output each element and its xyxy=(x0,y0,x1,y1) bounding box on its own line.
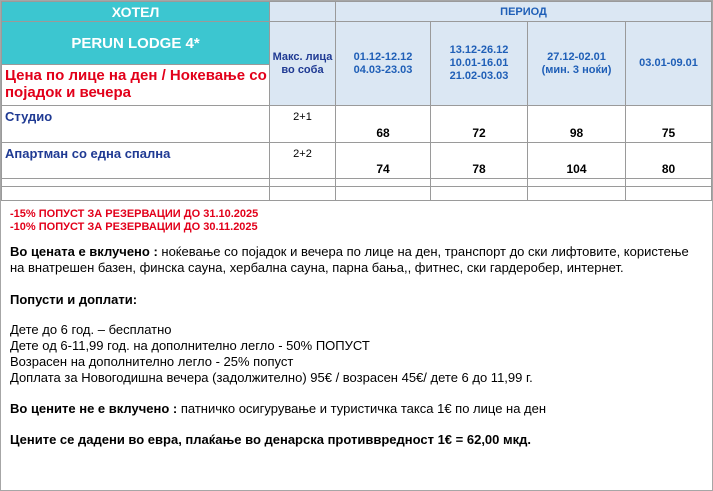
price-cell: 72 xyxy=(431,106,528,143)
empty-cell xyxy=(626,187,712,201)
empty-cell xyxy=(626,179,712,187)
room-name-apartment: Апартман со една спална xyxy=(2,143,270,179)
empty-cell xyxy=(528,187,626,201)
period-3-line-1: 27.12-02.01 xyxy=(547,50,606,63)
period-2-line-1: 13.12-26.12 xyxy=(449,44,509,56)
price-cell: 98 xyxy=(528,106,626,143)
hotel-name: PERUN LODGE 4* xyxy=(2,22,270,65)
empty-cell xyxy=(336,187,431,201)
terms-section xyxy=(10,208,705,448)
included-paragraph xyxy=(10,244,705,276)
max-persons-header: Макс. лица во соба xyxy=(270,22,336,106)
included-label: Во цената е вклучено : xyxy=(10,244,158,259)
room-name-studio: Студио xyxy=(2,106,270,143)
not-included-label: Во цените не е вклучено : xyxy=(10,401,178,416)
price-table xyxy=(1,1,712,201)
discount-rule-2: Дете од 6-11,99 год. на дополнително легло - 50% ПОПУСТ xyxy=(10,338,370,353)
empty-cell xyxy=(431,179,528,187)
included-text: ноќевање со појадок и вечера по лице на ден, транспорт до ски лифтовите, користење на внатрешен базен, финска сауна, хербална сауна, парна бања,, фитнес, ски гардеробер, интернет. xyxy=(10,244,689,275)
period-column-3 xyxy=(528,22,626,106)
empty-header-cell xyxy=(270,2,336,22)
discount-line-1: -15% ПОПУСТ ЗА РЕЗЕРВАЦИИ ДО 31.10.2025 xyxy=(10,208,259,220)
period-2-line-2: 10.01-16.01 xyxy=(449,57,509,69)
period-3-line-2: (мин. 3 ноќи) xyxy=(541,63,612,76)
occupancy-apartment: 2+2 xyxy=(270,143,336,179)
period-header: ПЕРИОД xyxy=(336,2,712,22)
period-1-line-1: 01.12-12.12 xyxy=(353,50,413,63)
not-included-paragraph xyxy=(10,401,705,417)
period-4-line-1: 03.01-09.01 xyxy=(639,57,698,69)
discount-rule-4: Доплата за Новогодишна вечера (задолжително) 95€ / возрасен 45€/ дете 6 до 11,99 г. xyxy=(10,370,533,385)
period-1-line-2: 04.03-23.03 xyxy=(353,63,413,76)
price-cell: 78 xyxy=(431,143,528,179)
empty-cell xyxy=(431,187,528,201)
empty-cell xyxy=(270,179,336,187)
discount-rule-3: Возрасен на дополнително легло - 25% попуст xyxy=(10,354,294,369)
price-cell: 75 xyxy=(626,106,712,143)
empty-cell xyxy=(2,179,270,187)
empty-cell xyxy=(270,187,336,201)
occupancy-studio: 2+1 xyxy=(270,106,336,143)
not-included-text: патничко осигурување и туристичка такса 1€ по лице на ден xyxy=(177,401,547,416)
period-column-1 xyxy=(336,22,431,106)
currency-note: Цените се дадени во евра, плаќање во денарска противвредност 1€ = 62,00 мкд. xyxy=(10,432,531,447)
price-cell: 74 xyxy=(336,143,431,179)
discount-line-2: -10% ПОПУСТ ЗА РЕЗЕРВАЦИИ ДО 30.11.2025 xyxy=(10,221,258,233)
discount-rule-1: Дете до 6 год. – бесплатно xyxy=(10,322,172,337)
price-cell: 104 xyxy=(528,143,626,179)
empty-cell xyxy=(528,179,626,187)
empty-cell xyxy=(2,187,270,201)
period-column-4 xyxy=(626,22,712,106)
discounts-section-label: Попусти и доплати: xyxy=(10,292,138,307)
period-2-line-3: 21.02-03.03 xyxy=(449,70,509,82)
price-cell: 68 xyxy=(336,106,431,143)
price-cell: 80 xyxy=(626,143,712,179)
hotel-header: ХОТЕЛ xyxy=(2,2,270,22)
price-title: Цена по лице на ден / Нокевање со појадок и вечера xyxy=(2,65,270,106)
empty-cell xyxy=(336,179,431,187)
period-column-2 xyxy=(431,22,528,106)
